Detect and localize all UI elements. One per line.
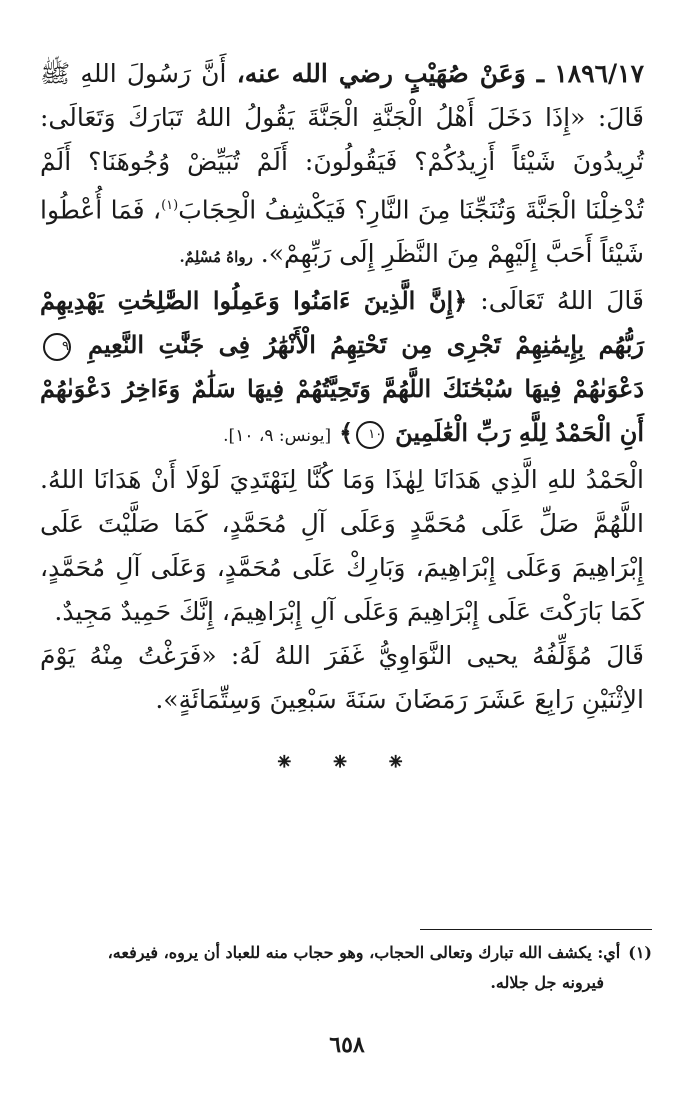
footnote-text-1: أي: يكشف الله تبارك وتعالى الحجاب، وهو حجاب منه للعباد أن يروه، فيرفعه،	[107, 943, 621, 962]
quran-open-bracket: ﴿	[453, 286, 468, 316]
footnote-divider	[420, 929, 652, 930]
quran-close-bracket: ﴾	[339, 418, 354, 448]
footnote-line-2: فيرونه جل جلاله.	[490, 973, 604, 992]
footnote-line-1	[40, 938, 652, 968]
hadith-paragraph	[40, 52, 644, 279]
footnote-marker[interactable]: (١)	[161, 198, 179, 213]
page-number: ٦٥٨	[329, 1032, 365, 1058]
quran-verse-9: إِنَّ الَّذِينَ ءَامَنُوا وَعَمِلُوا الصَّٰلِحَٰتِ يَهْدِيهِمْ رَبُّهُم بِإِيمَٰنِهِمْ تَجْرِى مِن تَحْتِهِمُ الْأَنْهَٰرُ فِى جَنَّٰتِ النَّعِيمِ	[40, 286, 644, 360]
quran-reference: [يونس: ٩، ١٠].	[223, 426, 332, 447]
hadith-source: رواهُ مُسْلِمٌ.	[179, 248, 253, 267]
quran-intro: قَالَ اللهُ تَعَالَى:	[480, 286, 644, 316]
quran-paragraph	[40, 279, 644, 458]
ayah-number-9: ٩	[43, 333, 71, 361]
colophon-paragraph: قَالَ مُؤَلِّفُهُ يحيى النَّوَاوِيُّ غَفَرَ اللهُ لَهُ: «فَرَغْتُ مِنْهُ يَوْمَ الاِثْنَيْنِ رَابِعَ عَشَرَ رَمَضَانَ سَنَةَ سَبْعِينَ وَسِتِّمَائَةٍ».	[40, 641, 644, 715]
hadith-narrator: ـ وَعَنْ صُهَيْبٍ رضي الله عنه،	[236, 59, 545, 88]
footnote	[40, 938, 652, 998]
quran-verse-10: دَعْوَىٰهُمْ فِيهَا سُبْحَٰنَكَ اللَّهُمَّ وَتَحِيَّتُهُمْ فِيهَا سَلَٰمٌ وَءَاخِرُ دَعْوَىٰهُمْ أَنِ الْحَمْدُ لِلَّهِ رَبِّ الْعَٰلَمِينَ	[40, 374, 644, 448]
ayah-number-10: ١٠	[356, 421, 384, 449]
main-text	[40, 52, 644, 722]
section-separator: ⁕ ⁕ ⁕	[274, 748, 420, 776]
hadith-text: أَنَّ رَسُولَ اللهِ ﷺ قَالَ: «إِذَا دَخَلَ أَهْلُ الْجَنَّةِ الْجَنَّةَ يَقُولُ اللهُ تَبَارَكَ وَتَعَالَى: تُرِيدُونَ شَيْئاً أَزِيدُكُمْ؟ فَيَقُولُونَ: أَلَمْ تُبَيِّضْ وُجُوهَنَا؟ أَلَمْ تُدْخِلْنَا الْجَنَّةَ وَتُنَجِّنَا مِنَ النَّارِ؟ فَيَكْشِفُ الْحِجَابَ	[40, 59, 644, 225]
praise-paragraph: الْحَمْدُ للهِ الَّذِي هَدَانَا لِهٰذَا وَمَا كُنَّا لِنَهْتَدِيَ لَوْلَا أَنْ هَدَانَا اللهُ. اللَّهُمَّ صَلِّ عَلَى مُحَمَّدٍ وَعَلَى آلِ مُحَمَّدٍ، كَمَا صَلَّيْتَ عَلَى إِبْرَاهِيمَ وَعَلَى إِبْرَاهِيمَ، وَبَارِكْ عَلَى مُحَمَّدٍ، وَعَلَى آلِ مُحَمَّدٍ، كَمَا بَارَكْتَ عَلَى إِبْرَاهِيمَ وَعَلَى آلِ إِبْرَاهِيمَ، إِنَّكَ حَمِيدٌ مَجِيدٌ.	[40, 465, 644, 627]
hadith-text-after: ، فَمَا أُعْطُوا شَيْئاً أَحَبَّ إِلَيْهِمْ مِنَ النَّظَرِ إِلَى رَبِّهِمْ».	[40, 195, 644, 269]
footnote-number: (١)	[628, 943, 652, 962]
hadith-number: ١٨٩٦/١٧	[554, 59, 644, 88]
